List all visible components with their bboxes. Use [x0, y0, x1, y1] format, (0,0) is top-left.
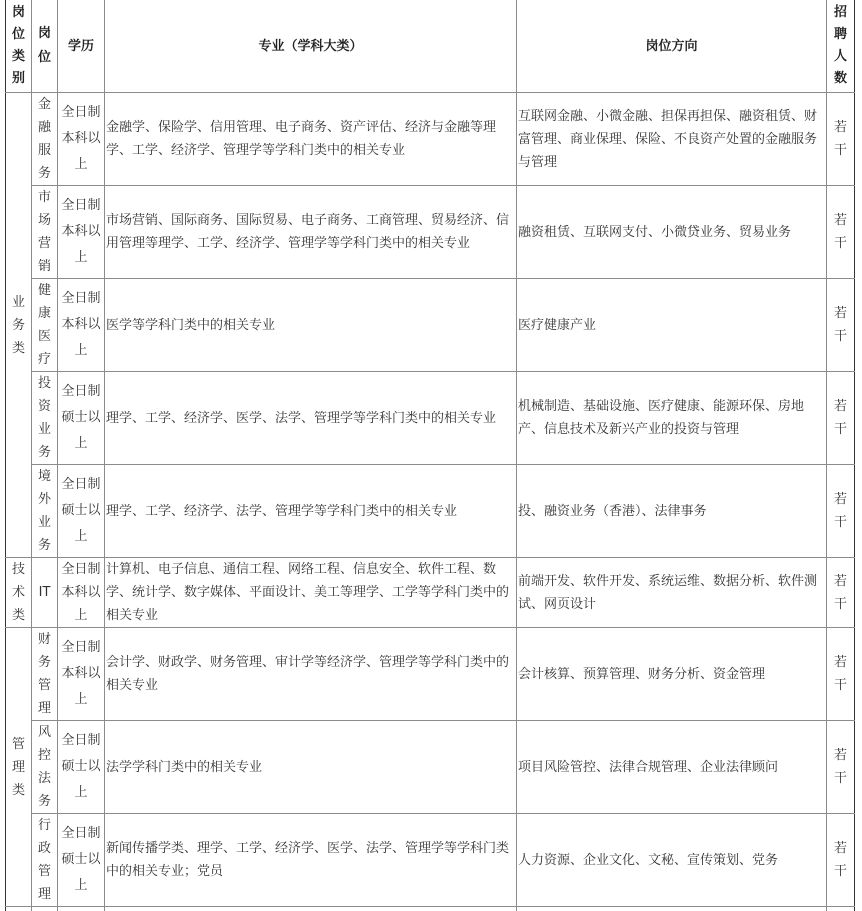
count-value: 若干: [833, 213, 847, 251]
header-education: [58, 0, 104, 92]
count-cell: [827, 814, 854, 906]
position-label: 财务管理: [37, 632, 51, 716]
direction-cell: [517, 279, 826, 371]
education-label: 全日制本科以上: [61, 640, 101, 707]
position-label: 行政管理: [37, 818, 51, 902]
education-cell: [58, 93, 104, 185]
count-cell: [827, 558, 854, 627]
major-text: 金融学、保险学、信用管理、电子商务、资产评估、经济与金融等理学、工学、经济学、管理学等学科门类中的相关专业: [106, 120, 497, 158]
education-cell: [58, 628, 104, 720]
education-cell: [58, 372, 104, 464]
position-cell: [32, 814, 57, 906]
education-label: 全日制硕士以上: [61, 733, 101, 800]
direction-cell: [517, 721, 826, 813]
header-major: [105, 0, 516, 92]
count-cell: [827, 721, 854, 813]
major-cell: [105, 372, 516, 464]
header-position-label: 岗位: [37, 26, 51, 65]
position-label: IT: [38, 585, 51, 600]
direction-text: 互联网金融、小微金融、担保再担保、融资租赁、财富管理、商业保理、保险、不良资产处置的金融服务与管理: [518, 108, 818, 170]
major-cell: [105, 186, 516, 278]
major-text: 计算机、电子信息、通信工程、网络工程、信息安全、软件工程、数学、统计学、数字媒体、平面设计、美工等理学、工学等学科门类中的相关专业: [106, 562, 510, 623]
header-position: [32, 0, 57, 92]
count-value: 若干: [833, 748, 847, 786]
header-direction: [517, 0, 826, 92]
header-count: [827, 0, 854, 92]
major-text: 理学、工学、经济学、法学、管理学等学科门类中的相关专业: [106, 503, 458, 519]
table-border-right: [854, 0, 855, 911]
direction-cell: [517, 465, 826, 557]
position-label: 投资业务: [37, 376, 51, 460]
count-value: 若干: [833, 306, 847, 344]
count-cell: [827, 186, 854, 278]
education-label: 全日制本科以上: [61, 291, 101, 358]
direction-cell: [517, 186, 826, 278]
header-education-label: 学历: [67, 38, 94, 54]
count-cell: [827, 279, 854, 371]
education-label: 全日制硕士以上: [61, 826, 101, 893]
position-label: 境外业务: [37, 469, 51, 553]
count-cell: [827, 372, 854, 464]
education-cell: [58, 279, 104, 371]
education-cell: [58, 814, 104, 906]
direction-cell: [517, 628, 826, 720]
education-cell: [58, 465, 104, 557]
category-cell-tech: [6, 558, 31, 627]
count-value: 若干: [833, 655, 847, 693]
category-cell-business: [6, 93, 31, 557]
direction-text: 前端开发、软件开发、系统运维、数据分析、软件测试、网页设计: [518, 573, 818, 612]
count-cell: [827, 93, 854, 185]
category-label: 管理类: [11, 736, 25, 798]
count-value: 若干: [833, 492, 847, 530]
major-text: 理学、工学、经济学、医学、法学、管理学等学科门类中的相关专业: [106, 410, 497, 426]
major-cell: [105, 279, 516, 371]
direction-text: 机械制造、基础设施、医疗健康、能源环保、房地产、信息技术及新兴产业的投资与管理: [518, 399, 805, 437]
category-label: 业务类: [11, 294, 25, 356]
direction-cell: [517, 93, 826, 185]
direction-text: 人力资源、企业文化、文秘、宣传策划、党务: [518, 852, 779, 868]
count-cell: [827, 628, 854, 720]
major-text: 医学等学科门类中的相关专业: [106, 317, 276, 333]
group-divider: [5, 906, 855, 907]
major-cell: [105, 721, 516, 813]
education-cell: [58, 558, 104, 627]
direction-text: 会计核算、预算管理、财务分析、资金管理: [518, 666, 766, 682]
major-text: 会计学、财政学、财务管理、审计学等经济学、管理学等学科门类中的相关专业: [106, 655, 510, 693]
position-cell: [32, 721, 57, 813]
header-category-label: 岗位类别: [11, 5, 25, 86]
direction-cell: [517, 558, 826, 627]
education-cell: [58, 186, 104, 278]
major-cell: [105, 465, 516, 557]
direction-cell: [517, 814, 826, 906]
education-cell: [58, 721, 104, 813]
direction-text: 投、融资业务（香港）、法律事务: [518, 503, 707, 519]
education-label: 全日制本科以上: [61, 562, 101, 623]
position-cell: [32, 186, 57, 278]
direction-text: 项目风险管控、法律合规管理、企业法律顾问: [518, 759, 779, 775]
education-label: 全日制硕士以上: [61, 477, 101, 544]
position-label: 金融服务: [37, 97, 51, 181]
major-text: 新闻传播学类、理学、工学、经济学、医学、法学、管理学等学科门类中的相关专业；党员: [106, 841, 510, 879]
count-value: 若干: [833, 841, 847, 879]
position-cell: [32, 558, 57, 627]
position-label: 风控法务: [37, 725, 51, 809]
position-cell: [32, 279, 57, 371]
major-cell: [105, 814, 516, 906]
header-direction-label: 岗位方向: [645, 38, 698, 54]
count-value: 若干: [833, 120, 847, 158]
direction-text: 融资租赁、互联网支付、小微贷业务、贸易业务: [518, 224, 792, 240]
major-cell: [105, 558, 516, 627]
header-count-label: 招聘人数: [833, 5, 847, 86]
position-label: 市场营销: [37, 190, 51, 274]
major-text: 市场营销、国际商务、国际贸易、电子商务、工商管理、贸易经济、信用管理等理学、工学、经济学、管理学等学科门类中的相关专业: [106, 213, 510, 251]
position-cell: [32, 372, 57, 464]
major-cell: [105, 93, 516, 185]
education-label: 全日制本科以上: [61, 105, 101, 172]
category-cell-management: [6, 628, 31, 906]
major-cell: [105, 628, 516, 720]
position-label: 健康医疗: [37, 283, 51, 367]
major-text: 法学学科门类中的相关专业: [106, 759, 263, 775]
header-major-label: 专业（学科大类）: [258, 38, 363, 54]
direction-text: 医疗健康产业: [518, 317, 597, 333]
education-label: 全日制硕士以上: [61, 384, 101, 451]
position-cell: [32, 93, 57, 185]
position-cell: [32, 465, 57, 557]
header-category: [6, 0, 31, 92]
position-cell: [32, 628, 57, 720]
count-cell: [827, 465, 854, 557]
count-value: 若干: [833, 399, 847, 437]
category-label: 技术类: [11, 562, 25, 623]
count-value: 若干: [833, 573, 847, 612]
direction-cell: [517, 372, 826, 464]
education-label: 全日制本科以上: [61, 198, 101, 265]
